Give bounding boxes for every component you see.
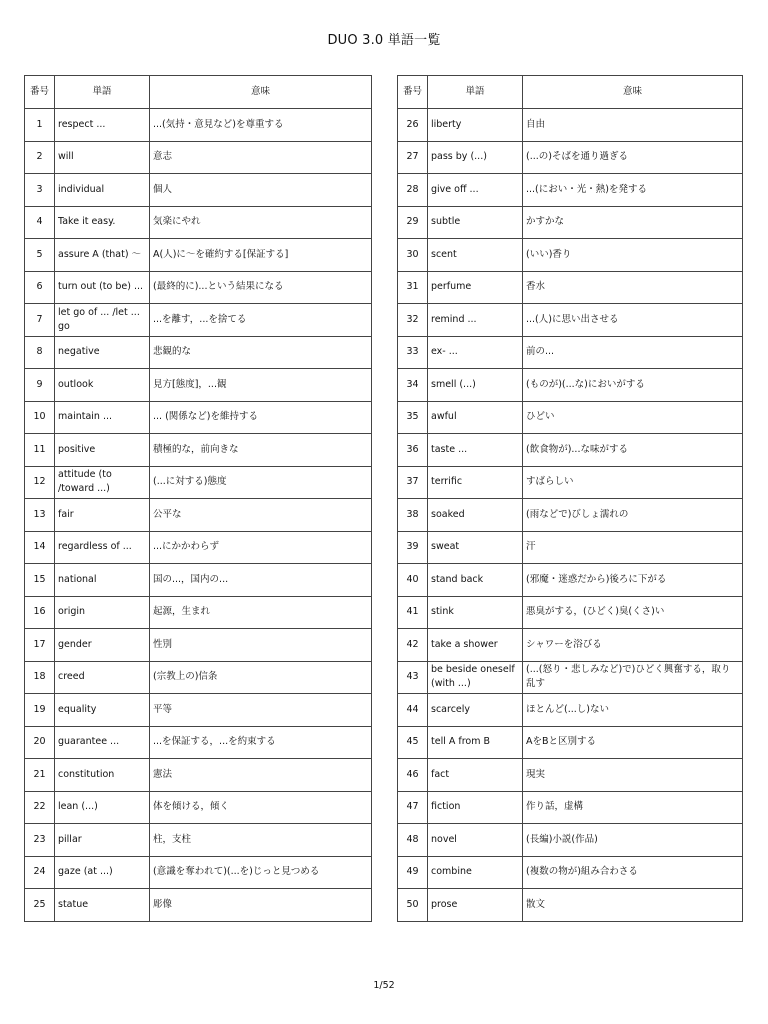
table-row [398, 629, 743, 662]
entry-meaning: (長編)小説(作品) [523, 824, 743, 857]
entry-word: scent [428, 239, 523, 272]
entry-word: stink [428, 596, 523, 629]
table-row [25, 596, 372, 629]
table-row [398, 336, 743, 369]
entry-word: novel [428, 824, 523, 857]
entry-meaning: 平等 [150, 694, 372, 727]
table-header-row [25, 76, 372, 109]
table-row [25, 466, 372, 499]
entry-word: scarcely [428, 694, 523, 727]
entry-meaning: (最終的に)...という結果になる [150, 271, 372, 304]
table-row [398, 531, 743, 564]
table-row [25, 271, 372, 304]
entry-number: 45 [398, 726, 428, 759]
entry-number: 31 [398, 271, 428, 304]
table-row [25, 369, 372, 402]
entry-number: 47 [398, 791, 428, 824]
entry-word: respect ... [55, 109, 150, 142]
entry-number: 13 [25, 499, 55, 532]
entry-meaning: 見方[態度]，...観 [150, 369, 372, 402]
entry-word: individual [55, 174, 150, 207]
entry-meaning: 作り話，虚構 [523, 791, 743, 824]
entry-meaning: (複数の物が)組み合わさる [523, 856, 743, 889]
entry-word: statue [55, 889, 150, 922]
entry-number: 27 [398, 141, 428, 174]
entry-meaning: 汗 [523, 531, 743, 564]
table-row [25, 401, 372, 434]
table-row [398, 856, 743, 889]
entry-number: 43 [398, 661, 428, 694]
entry-number: 39 [398, 531, 428, 564]
entry-meaning: (...(怒り・悲しみなど)で)ひどく興奮する，取り乱す [523, 661, 743, 694]
entry-word: regardless of ... [55, 531, 150, 564]
entry-meaning: 積極的な，前向きな [150, 434, 372, 467]
entry-number: 29 [398, 206, 428, 239]
entry-meaning: ... (関係など)を維持する [150, 401, 372, 434]
table-row [398, 564, 743, 597]
entry-meaning: (雨などで)びしょ濡れの [523, 499, 743, 532]
table-row [398, 791, 743, 824]
entry-word: creed [55, 661, 150, 694]
header-meaning: 意味 [523, 76, 743, 109]
table-row [25, 726, 372, 759]
entry-meaning: ひどい [523, 401, 743, 434]
table-row [25, 434, 372, 467]
table-row [25, 109, 372, 142]
entry-meaning: 意志 [150, 141, 372, 174]
entry-meaning: 国の...，国内の... [150, 564, 372, 597]
entry-meaning: 憲法 [150, 759, 372, 792]
entry-meaning: ...にかかわらず [150, 531, 372, 564]
entry-number: 10 [25, 401, 55, 434]
entry-word: attitude (to /toward ...) [55, 466, 150, 499]
page-number: 1/52 [373, 980, 395, 991]
entry-meaning: (宗教上の)信条 [150, 661, 372, 694]
table-row [398, 206, 743, 239]
table-row [25, 759, 372, 792]
entry-meaning: (邪魔・迷惑だから)後ろに下がる [523, 564, 743, 597]
entry-number: 6 [25, 271, 55, 304]
entry-number: 38 [398, 499, 428, 532]
entry-number: 44 [398, 694, 428, 727]
entry-word: perfume [428, 271, 523, 304]
entry-number: 26 [398, 109, 428, 142]
header-word: 単語 [55, 76, 150, 109]
table-row [25, 141, 372, 174]
entry-meaning: (意識を奪われて)(...を)じっと見つめる [150, 856, 372, 889]
entry-word: terrific [428, 466, 523, 499]
table-row [398, 694, 743, 727]
entry-number: 14 [25, 531, 55, 564]
entry-word: be beside oneself (with ...) [428, 661, 523, 694]
table-row [398, 174, 743, 207]
entry-number: 11 [25, 434, 55, 467]
entry-meaning: シャワーを浴びる [523, 629, 743, 662]
table-row [398, 271, 743, 304]
entry-word: stand back [428, 564, 523, 597]
entry-word: assure A (that) ～ [55, 239, 150, 272]
entry-number: 9 [25, 369, 55, 402]
entry-number: 37 [398, 466, 428, 499]
entry-word: smell (...) [428, 369, 523, 402]
entry-number: 23 [25, 824, 55, 857]
entry-number: 7 [25, 304, 55, 337]
entry-word: will [55, 141, 150, 174]
header-number: 番号 [25, 76, 55, 109]
table-row [398, 466, 743, 499]
entry-word: take a shower [428, 629, 523, 662]
entry-number: 28 [398, 174, 428, 207]
entry-number: 3 [25, 174, 55, 207]
table-row [398, 369, 743, 402]
entry-meaning: 個人 [150, 174, 372, 207]
entry-meaning: AをBと区別する [523, 726, 743, 759]
entry-number: 15 [25, 564, 55, 597]
entry-meaning: ...(気持・意見など)を尊重する [150, 109, 372, 142]
entry-number: 46 [398, 759, 428, 792]
entry-meaning: (飲食物が)...な味がする [523, 434, 743, 467]
table-row [398, 759, 743, 792]
entry-meaning: 散文 [523, 889, 743, 922]
entry-number: 8 [25, 336, 55, 369]
table-row [25, 564, 372, 597]
table-row [398, 661, 743, 694]
entry-word: guarantee ... [55, 726, 150, 759]
entry-word: soaked [428, 499, 523, 532]
table-row [398, 304, 743, 337]
entry-word: awful [428, 401, 523, 434]
table-row [25, 336, 372, 369]
entry-word: outlook [55, 369, 150, 402]
table-row [25, 206, 372, 239]
entry-meaning: (いい)香り [523, 239, 743, 272]
entry-number: 36 [398, 434, 428, 467]
entry-number: 22 [25, 791, 55, 824]
entry-number: 12 [25, 466, 55, 499]
entry-word: combine [428, 856, 523, 889]
entry-meaning: 悲観的な [150, 336, 372, 369]
entry-meaning: 性別 [150, 629, 372, 662]
entry-number: 40 [398, 564, 428, 597]
entry-word: turn out (to be) ... [55, 271, 150, 304]
entry-number: 30 [398, 239, 428, 272]
entry-word: gaze (at ...) [55, 856, 150, 889]
entry-word: origin [55, 596, 150, 629]
entry-word: lean (...) [55, 791, 150, 824]
table-row [398, 434, 743, 467]
entry-meaning: 自由 [523, 109, 743, 142]
table-row [25, 791, 372, 824]
entry-number: 24 [25, 856, 55, 889]
header-word: 単語 [428, 76, 523, 109]
page-title: DUO 3.0 単語一覧 [327, 33, 441, 48]
vocab-table-right [397, 75, 743, 922]
table-row [25, 531, 372, 564]
entry-meaning: (...に対する)態度 [150, 466, 372, 499]
entry-number: 2 [25, 141, 55, 174]
entry-meaning: ...(におい・光・熱)を発する [523, 174, 743, 207]
entry-word: gender [55, 629, 150, 662]
entry-number: 1 [25, 109, 55, 142]
table-row [398, 401, 743, 434]
entry-word: national [55, 564, 150, 597]
entry-meaning: すばらしい [523, 466, 743, 499]
table-row [398, 824, 743, 857]
entry-word: pillar [55, 824, 150, 857]
entry-meaning: 気楽にやれ [150, 206, 372, 239]
entry-word: equality [55, 694, 150, 727]
entry-meaning: かすかな [523, 206, 743, 239]
entry-meaning: ほとんど(...し)ない [523, 694, 743, 727]
entry-word: sweat [428, 531, 523, 564]
entry-word: give off ... [428, 174, 523, 207]
entry-number: 18 [25, 661, 55, 694]
table-row [25, 694, 372, 727]
entry-word: maintain ... [55, 401, 150, 434]
entry-meaning: 前の... [523, 336, 743, 369]
entry-word: liberty [428, 109, 523, 142]
table-row [25, 661, 372, 694]
entry-number: 19 [25, 694, 55, 727]
entry-meaning: (...の)そばを通り過ぎる [523, 141, 743, 174]
entry-number: 49 [398, 856, 428, 889]
entry-meaning: 体を傾ける，傾く [150, 791, 372, 824]
entry-word: constitution [55, 759, 150, 792]
table-row [398, 726, 743, 759]
entry-number: 48 [398, 824, 428, 857]
entry-number: 41 [398, 596, 428, 629]
entry-word: pass by (...) [428, 141, 523, 174]
entry-word: taste ... [428, 434, 523, 467]
entry-word: tell A from B [428, 726, 523, 759]
header-number: 番号 [398, 76, 428, 109]
entry-word: let go of ... /let ... go [55, 304, 150, 337]
entry-meaning: 公平な [150, 499, 372, 532]
entry-number: 16 [25, 596, 55, 629]
entry-number: 33 [398, 336, 428, 369]
table-row [25, 174, 372, 207]
entry-word: fair [55, 499, 150, 532]
entry-word: ex- ... [428, 336, 523, 369]
entry-meaning: 柱，支柱 [150, 824, 372, 857]
entry-meaning: ...を保証する，...を約束する [150, 726, 372, 759]
entry-word: fiction [428, 791, 523, 824]
entry-meaning: ...(人)に思い出させる [523, 304, 743, 337]
table-row [25, 889, 372, 922]
entry-number: 5 [25, 239, 55, 272]
table-row [25, 499, 372, 532]
table-row [25, 856, 372, 889]
table-row [398, 596, 743, 629]
entry-word: fact [428, 759, 523, 792]
entry-number: 32 [398, 304, 428, 337]
table-row [398, 141, 743, 174]
entry-number: 34 [398, 369, 428, 402]
entry-word: remind ... [428, 304, 523, 337]
entry-word: positive [55, 434, 150, 467]
table-row [398, 889, 743, 922]
entry-meaning: 現実 [523, 759, 743, 792]
table-header-row [398, 76, 743, 109]
table-row [25, 304, 372, 337]
entry-number: 21 [25, 759, 55, 792]
table-row [25, 824, 372, 857]
entry-word: Take it easy. [55, 206, 150, 239]
entry-number: 35 [398, 401, 428, 434]
table-row [25, 239, 372, 272]
entry-meaning: 悪臭がする，(ひどく)臭(くさ)い [523, 596, 743, 629]
vocab-table-left [24, 75, 372, 922]
entry-number: 20 [25, 726, 55, 759]
entry-number: 25 [25, 889, 55, 922]
entry-meaning: (ものが)(...な)においがする [523, 369, 743, 402]
entry-number: 50 [398, 889, 428, 922]
table-row [398, 109, 743, 142]
entry-word: negative [55, 336, 150, 369]
entry-number: 4 [25, 206, 55, 239]
header-meaning: 意味 [150, 76, 372, 109]
entry-word: subtle [428, 206, 523, 239]
entry-word: prose [428, 889, 523, 922]
entry-number: 17 [25, 629, 55, 662]
entry-meaning: 起源，生まれ [150, 596, 372, 629]
entry-meaning: 香水 [523, 271, 743, 304]
entry-meaning: ...を離す，...を捨てる [150, 304, 372, 337]
entry-meaning: 彫像 [150, 889, 372, 922]
table-row [25, 629, 372, 662]
entry-number: 42 [398, 629, 428, 662]
table-row [398, 239, 743, 272]
entry-meaning: A(人)に～を確約する[保証する] [150, 239, 372, 272]
table-row [398, 499, 743, 532]
